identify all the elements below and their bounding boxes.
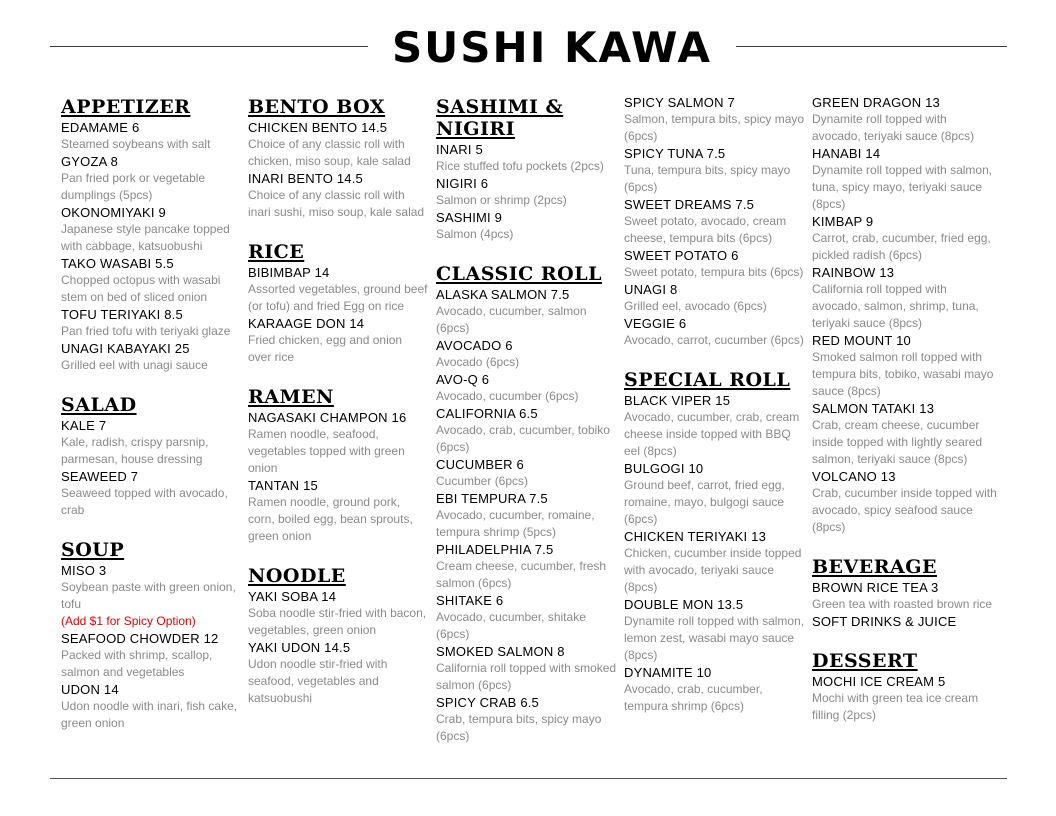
menu-item-description: Soybean paste with green onion, tofu <box>61 580 236 611</box>
menu-item-name: VEGGIE 6 <box>624 316 687 331</box>
menu-section <box>248 241 428 366</box>
menu-item <box>624 596 809 664</box>
menu-item-name: OKONOMIYAKI 9 <box>61 205 166 220</box>
menu-item <box>624 664 809 715</box>
section-title: APPETIZER <box>61 96 191 118</box>
menu-item-description: Salmon, tempura bits, spicy mayo (6pcs) <box>624 112 805 143</box>
menu-item-description: Salmon (4pcs) <box>436 227 514 241</box>
menu-item <box>624 392 809 460</box>
menu-item-name: BROWN RICE TEA 3 <box>812 580 939 595</box>
menu-item <box>248 639 428 707</box>
menu-item-name: VOLCANO 13 <box>812 469 896 484</box>
menu-item <box>436 694 621 745</box>
menu-item-note: (Add $1 for Spicy Option) <box>61 614 196 628</box>
menu-column-4 <box>624 94 809 735</box>
menu-item-name: SHITAKE 6 <box>436 593 504 608</box>
menu-item <box>248 409 428 477</box>
section-title: SALAD <box>61 394 137 416</box>
menu-item <box>61 562 247 630</box>
menu-item <box>248 315 428 366</box>
menu-item-description: Salmon or shrimp (2pcs) <box>436 193 567 207</box>
menu-item-name: BULGOGI 10 <box>624 461 704 476</box>
menu-item-description: Sweet potato, avocado, cream cheese, tempura bits (6pcs) <box>624 214 787 245</box>
menu-item-name: DOUBLE MON 13.5 <box>624 597 744 612</box>
menu-item-description: Mochi with green tea ice cream filling (2pcs) <box>812 691 979 722</box>
menu-item <box>812 213 998 264</box>
section-title: RICE <box>248 241 305 263</box>
menu-item-name: YAKI SOBA 14 <box>248 589 337 604</box>
menu-item-description: Steamed soybeans with salt <box>61 137 211 151</box>
menu-item <box>624 528 809 596</box>
menu-item-name: UDON 14 <box>61 682 119 697</box>
menu-item-name: TAKO WASABI 5.5 <box>61 256 174 271</box>
menu-item <box>61 340 247 374</box>
menu-item-name: UNAGI 8 <box>624 282 678 297</box>
menu-item-description: Assorted vegetables, ground beef (or tofu) and fried Egg on rice <box>248 282 428 313</box>
menu-item-description: Crab, cucumber inside topped with avocado, spicy seafood sauce (8pcs) <box>812 486 997 534</box>
menu-item <box>812 94 998 145</box>
menu-item-description: Avocado, crab, cucumber, tobiko (6pcs) <box>436 423 610 454</box>
menu-item-description: Chopped octopus with wasabi stem on bed of sliced onion <box>61 273 221 304</box>
section-title: BENTO BOX <box>248 96 386 118</box>
menu-item-name: INARI BENTO 14.5 <box>248 171 363 186</box>
menu-item-name: HANABI 14 <box>812 146 881 161</box>
menu-section <box>812 94 998 536</box>
menu-item-description: Sweet potato, tempura bits (6pcs) <box>624 265 804 279</box>
menu-item-description: Avocado, cucumber (6pcs) <box>436 389 579 403</box>
menu-item-description: Avocado, crab, cucumber, tempura shrimp (6pcs) <box>624 682 763 713</box>
menu-item-name: SPICY CRAB 6.5 <box>436 695 539 710</box>
menu-item <box>812 145 998 213</box>
section-title: NOODLE <box>248 565 346 587</box>
menu-item <box>248 588 428 639</box>
menu-item-description: Ramen noodle, seafood, vegetables topped with green onion <box>248 427 405 475</box>
menu-item <box>61 255 247 306</box>
menu-item <box>624 145 809 196</box>
menu-item-name: MOCHI ICE CREAM 5 <box>812 674 946 689</box>
menu-item-name: TOFU TERIYAKI 8.5 <box>61 307 183 322</box>
menu-item-description: Ground beef, carrot, fried egg, romaine, mayo, bulgogi sauce (6pcs) <box>624 478 785 526</box>
menu-item <box>61 306 247 340</box>
menu-section <box>624 369 809 715</box>
menu-column-1 <box>61 96 247 752</box>
menu-item-description: Packed with shrimp, scallop, salmon and vegetables <box>61 648 213 679</box>
menu-item-name: BIBIMBAP 14 <box>248 265 330 280</box>
menu-item-description: California roll topped with smoked salmon (6pcs) <box>436 661 617 692</box>
menu-item-description: Carrot, crab, cucumber, fried egg, pickled radish (6pcs) <box>812 231 991 262</box>
menu-item <box>61 417 247 468</box>
menu-item <box>61 630 247 681</box>
menu-item-name: SMOKED SALMON 8 <box>436 644 565 659</box>
menu-item <box>61 204 247 255</box>
menu-item-name: NIGIRI 6 <box>436 176 489 191</box>
menu-section <box>248 386 428 545</box>
menu-item-name: SALMON TATAKI 13 <box>812 401 935 416</box>
menu-item-name: CHICKEN BENTO 14.5 <box>248 120 388 135</box>
menu-item-description: California roll topped with avocado, salmon, shrimp, tuna, teriyaki sauce (8pcs) <box>812 282 979 330</box>
menu-item-name: KARAAGE DON 14 <box>248 316 365 331</box>
menu-item <box>436 141 621 175</box>
menu-item-name: SWEET DREAMS 7.5 <box>624 197 755 212</box>
menu-item-name: EBI TEMPURA 7.5 <box>436 491 548 506</box>
menu-item-description: Avocado, cucumber, salmon (6pcs) <box>436 304 587 335</box>
menu-section <box>624 94 809 349</box>
menu-item-name: NAGASAKI CHAMPON 16 <box>248 410 407 425</box>
menu-section <box>248 96 428 221</box>
menu-item-description: Avocado (6pcs) <box>436 355 520 369</box>
menu-section <box>812 556 998 630</box>
menu-item <box>436 175 621 209</box>
section-title: DESSERT <box>812 650 918 672</box>
menu-section <box>61 394 247 519</box>
menu-item-name: EDAMAME 6 <box>61 120 140 135</box>
menu-section <box>812 650 998 724</box>
menu-item <box>436 541 621 592</box>
menu-item <box>436 405 621 456</box>
menu-item-name: SASHIMI 9 <box>436 210 503 225</box>
menu-item-name: GREEN DRAGON 13 <box>812 95 940 110</box>
menu-item-name: MISO 3 <box>61 563 107 578</box>
menu-item-name: UNAGI KABAYAKI 25 <box>61 341 190 356</box>
menu-item-name: INARI 5 <box>436 142 483 157</box>
menu-item-description: Seaweed topped with avocado, crab <box>61 486 228 517</box>
section-title: SOUP <box>61 539 125 561</box>
menu-item-name: KALE 7 <box>61 418 107 433</box>
menu-item-name: SOFT DRINKS & JUICE <box>812 614 957 629</box>
menu-column-5 <box>812 94 998 744</box>
menu-item-description: Dynamite roll topped with avocado, teriyaki sauce (8pcs) <box>812 112 975 143</box>
menu-item-name: SPICY TUNA 7.5 <box>624 146 726 161</box>
menu-section <box>61 96 247 374</box>
menu-item <box>61 153 247 204</box>
menu-item <box>436 286 621 337</box>
menu-section <box>436 96 621 243</box>
menu-item-description: Ramen noodle, ground pork, corn, boiled egg, bean sprouts, green onion <box>248 495 413 543</box>
menu-item-name: CUCUMBER 6 <box>436 457 524 472</box>
menu-item <box>248 264 428 315</box>
menu-item-description: Kale, radish, crispy parsnip, parmesan, house dressing <box>61 435 209 466</box>
section-title: RAMEN <box>248 386 334 408</box>
menu-item <box>436 337 621 371</box>
menu-item-description: Rice stuffed tofu pockets (2pcs) <box>436 159 604 173</box>
menu-item <box>248 477 428 545</box>
menu-item <box>812 613 998 630</box>
menu-item-name: SWEET POTATO 6 <box>624 248 739 263</box>
menu-item <box>812 264 998 332</box>
menu-item-name: AVOCADO 6 <box>436 338 513 353</box>
header-left-rule <box>50 46 368 47</box>
menu-item <box>248 119 428 170</box>
menu-item-description: Tuna, tempura bits, spicy mayo (6pcs) <box>624 163 791 194</box>
menu-item <box>248 170 428 221</box>
menu-item-name: SPICY SALMON 7 <box>624 95 735 110</box>
menu-item-description: Avocado, cucumber, shitake (6pcs) <box>436 610 586 641</box>
menu-column-3 <box>436 96 621 765</box>
menu-item <box>436 490 621 541</box>
menu-item <box>61 681 247 732</box>
menu-item-description: Avocado, cucumber, crab, cream cheese inside topped with BBQ eel (8pcs) <box>624 410 800 458</box>
menu-column-2 <box>248 96 428 727</box>
section-title: BEVERAGE <box>812 556 938 578</box>
menu-item-description: Smoked salmon roll topped with tempura bits, tobiko, wasabi mayo sauce (8pcs) <box>812 350 994 398</box>
menu-item-name: ALASKA SALMON 7.5 <box>436 287 570 302</box>
menu-item-name: KIMBAP 9 <box>812 214 874 229</box>
menu-item-description: Choice of any classic roll with chicken, miso soup, kale salad <box>248 137 411 168</box>
restaurant-title: SUSHI KAWA <box>391 23 713 72</box>
menu-item-description: Crab, tempura bits, spicy mayo (6pcs) <box>436 712 602 743</box>
menu-item-description: Chicken, cucumber inside topped with avocado, teriyaki sauce (8pcs) <box>624 546 802 594</box>
menu-item-description: Grilled eel, avocado (6pcs) <box>624 299 767 313</box>
menu-item <box>812 400 998 468</box>
menu-item <box>436 592 621 643</box>
menu-item-description: Avocado, carrot, cucumber (6pcs) <box>624 333 804 347</box>
menu-item <box>812 579 998 613</box>
menu-item-description: Cream cheese, cucumber, fresh salmon (6pcs) <box>436 559 607 590</box>
menu-item <box>812 468 998 536</box>
menu-section <box>248 565 428 707</box>
menu-item <box>624 196 809 247</box>
menu-item-name: DYNAMITE 10 <box>624 665 712 680</box>
menu-item-description: Cucumber (6pcs) <box>436 474 529 488</box>
menu-item-description: Dynamite roll topped with salmon, tuna, spicy mayo, teriyaki sauce (8pcs) <box>812 163 993 211</box>
menu-item-description: Green tea with roasted brown rice <box>812 597 993 611</box>
menu-header <box>50 23 1007 72</box>
menu-item-description: Crab, cream cheese, cucumber inside topped with lightly seared salmon, teriyaki sauce (8pcs) <box>812 418 983 466</box>
menu-item <box>436 371 621 405</box>
menu-item-description: Pan fried pork or vegetable dumplings (5pcs) <box>61 171 206 202</box>
menu-item-name: AVO-Q 6 <box>436 372 490 387</box>
menu-item <box>624 460 809 528</box>
menu-item <box>436 643 621 694</box>
menu-section <box>61 539 247 732</box>
menu-item-name: SEAWEED 7 <box>61 469 139 484</box>
menu-item <box>624 247 809 281</box>
section-title: SPECIAL ROLL <box>624 369 791 391</box>
menu-item-name: RED MOUNT 10 <box>812 333 911 348</box>
menu-item-description: Choice of any classic roll with inari sushi, miso soup, kale salad <box>248 188 425 219</box>
menu-item <box>624 281 809 315</box>
menu-item <box>61 119 247 153</box>
menu-item <box>624 315 809 349</box>
menu-item-name: BLACK VIPER 15 <box>624 393 731 408</box>
menu-item-description: Fried chicken, egg and onion over rice <box>248 333 403 364</box>
menu-section <box>436 263 621 745</box>
section-title: CLASSIC ROLL <box>436 263 602 285</box>
menu-item-name: PHILADELPHIA 7.5 <box>436 542 554 557</box>
section-title: SASHIMI & NIGIRI <box>436 96 564 140</box>
menu-item-description: Grilled eel with unagi sauce <box>61 358 208 372</box>
menu-item-description: Udon noodle with inari, fish cake, green onion <box>61 699 238 730</box>
menu-item-description: Dynamite roll topped with salmon, lemon zest, wasabi mayo sauce (8pcs) <box>624 614 805 662</box>
menu-item <box>436 209 621 243</box>
menu-item-name: GYOZA 8 <box>61 154 119 169</box>
menu-item-description: Avocado, cucumber, romaine, tempura shrimp (5pcs) <box>436 508 595 539</box>
menu-item-name: CALIFORNIA 6.5 <box>436 406 538 421</box>
footer-rule <box>50 778 1007 779</box>
menu-item-name: TANTAN 15 <box>248 478 318 493</box>
menu-item-description: Udon noodle stir-fried with seafood, vegetables and katsuobushi <box>248 657 388 705</box>
menu-item-description: Soba noodle stir-fried with bacon, vegetables, green onion <box>248 606 427 637</box>
menu-item <box>436 456 621 490</box>
menu-item-name: RAINBOW 13 <box>812 265 895 280</box>
header-right-rule <box>736 46 1007 47</box>
menu-item <box>812 332 998 400</box>
menu-item <box>624 94 809 145</box>
menu-item <box>812 673 998 724</box>
menu-item <box>61 468 247 519</box>
menu-item-name: CHICKEN TERIYAKI 13 <box>624 529 767 544</box>
menu-item-name: YAKI UDON 14.5 <box>248 640 351 655</box>
menu-item-description: Pan fried tofu with teriyaki glaze <box>61 324 231 338</box>
menu-item-description: Japanese style pancake topped with cabbage, katsuobushi <box>61 222 230 253</box>
menu-item-name: SEAFOOD CHOWDER 12 <box>61 631 219 646</box>
